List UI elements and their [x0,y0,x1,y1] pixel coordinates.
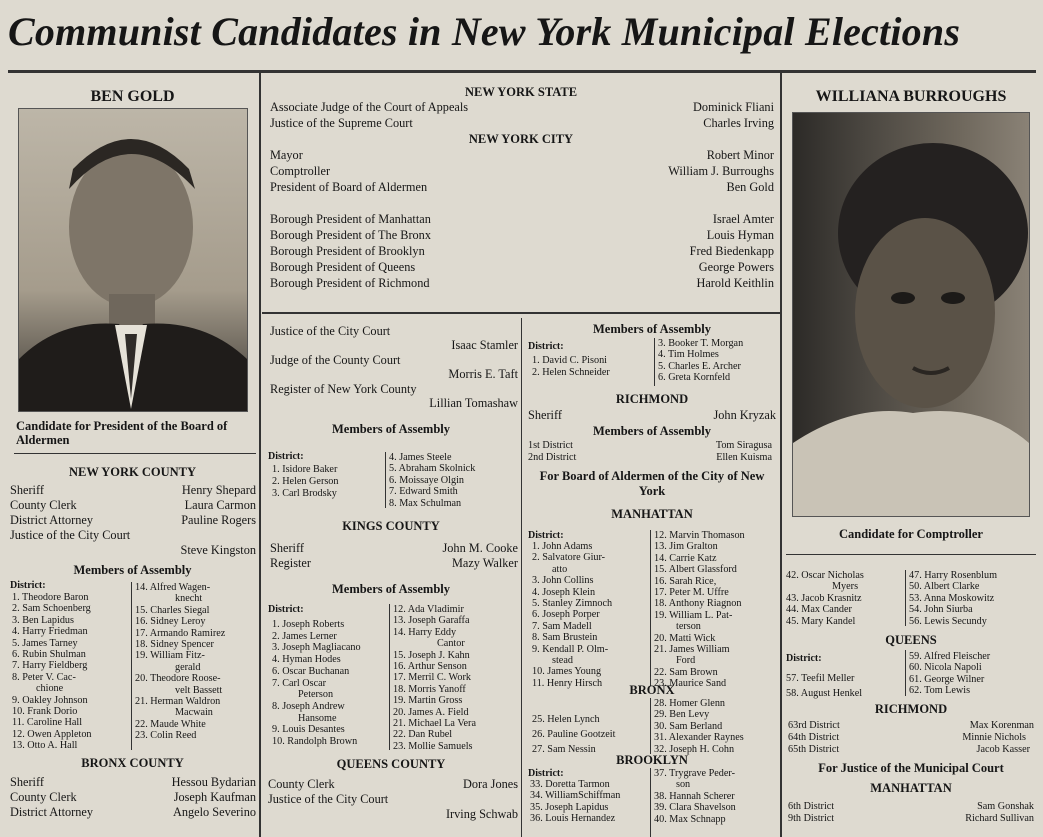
right-divider [780,72,782,837]
kings-county-title: KINGS COUNTY [342,519,440,533]
list-item: County Clerk Laura Carmon [10,498,256,512]
queens-col2: 59. Alfred Fleischer 60. Nicola Napoli 61. George Wilner 62. Tom Lewis [909,651,991,697]
center-hrule [262,312,780,314]
aldermen-title: For Board of Aldermen of the City of New York [539,469,765,498]
list-item: Judge of the County Court [270,353,401,367]
nyc-title: NEW YORK CITY [468,132,574,146]
bronx-col2: 28. Homer Glenn 29. Ben Levy 30. Sam Berland 31. Alexander Raynes 32. Joseph H. Cohn [654,698,744,755]
bx-assembly-title: Members of Assembly [331,422,451,436]
list-item: Justice of the City Court [270,324,391,338]
list-item: Sheriff Hessou Bydarian [10,775,256,789]
list-item: Sheriff John M. Cooke [270,541,518,555]
mid-assembly-col1: 1. David C. Pisoni 2. Helen Schneider [532,355,610,378]
list-item: President of Board of Aldermen Ben Gold [270,180,774,194]
district-label: District: [10,580,46,591]
list-item: County Clerk Joseph Kaufman [10,790,256,804]
right-rule [786,554,1036,555]
mid-assembly-col2: 3. Booker T. Morgan 4. Tim Holmes 5. Charles E. Archer 6. Greta Kornfeld [658,338,744,384]
municipal-title: For Justice of the Municipal Court [818,761,1004,775]
list-item: Register of New York County [270,382,417,396]
left-name: BEN GOLD [90,88,175,105]
rich-assembly-title: Members of Assembly [592,424,712,438]
bronx-county-title: BRONX COUNTY [81,756,184,770]
list-item: Borough President of Brooklyn Fred Biedenkapp [270,244,774,258]
assembly-divider [389,604,390,750]
district-label: District: [528,768,564,779]
list-item: District Attorney Angelo Severino [10,805,256,819]
aldermen-divider [650,530,651,686]
list-item: Borough President of The Bronx Louis Hyman [270,228,774,242]
brooklyn-col1: 33. Doretta Tarmon 34. WilliamSchiffman 35. Joseph Lapidus 36. Louis Hernandez [530,779,621,825]
list-item: District Attorney Pauline Rogers [10,513,256,527]
list-item: Associate Judge of the Court of Appeals Dominick Fliani [270,100,774,114]
nys-title: NEW YORK STATE [464,85,578,99]
list-item: 9th District Richard Sullivan [788,813,1034,824]
brooklyn-title: BROOKLYN [616,753,688,767]
queens-col1: 57. Teefil Meller 58. August Henkel [786,673,863,699]
kings-assembly-col2: 12. Ada Vladimir 13. Joseph Garaffa 14. Harry Eddy Cantor 15. Joseph J. Kahn 16. Arthur Senson 17. Merril C. Work 18. Morris Yanoff 19. Martin Gross 20. James A. Field 21. Michael La Vera 22. Dan Rubel 23. Mollie Samuels [393,604,476,752]
right-divider-small [905,570,906,626]
man-col1: 1. John Adams 2. Salvatore Giur- atto 3. John Collins 4. Joseph Klein 5. Stanley Zimnoch 6. Joseph Porper 7. Sam Madell 8. Sam Brustein 9. Kendall P. Olm- stead 10. James Young 11. Henry Hirsch [532,541,613,689]
mid-assembly-title: Members of Assembly [592,322,712,336]
assembly-divider [131,582,132,750]
left-rule [14,453,256,454]
queens-title: QUEENS [885,633,937,647]
district-label: District: [268,604,304,615]
district-label: District: [528,341,564,352]
right-caption: Candidate for Comptroller [839,527,983,541]
district-label: District: [786,653,822,664]
aldermen-divider [650,698,651,754]
list-item: Borough President of Queens George Powers [270,260,774,274]
bx-assembly-col2: 4. James Steele 5. Abraham Skolnick 6. Moissaye Olgin 7. Edward Smith 8. Max Schulman [389,452,476,509]
ben-gold-photo [18,108,248,412]
assembly-divider [385,452,386,508]
ny-assembly-col2: 14. Alfred Wagen- knecht 15. Charles Siegal 16. Sidney Leroy 17. Armando Ramirez 18. Sidney Spencer 19. William Fitz- gerald 20. Theodore Roose- velt Bassett 21. Herman Waldron Macwain 22. Maude White 23. Colin Reed [135,582,226,742]
center-divider [521,318,522,837]
right-name: WILLIANA BURROUGHS [815,88,1007,105]
manhattan-title: MANHATTAN [611,507,693,521]
queens-county-title: QUEENS COUNTY [336,757,446,771]
list-item: 64th District Minnie Nichols [788,732,1026,743]
list-item: Justice of the City Court [10,528,131,542]
list-item: Justice of the Supreme Court Charles Irving [270,116,774,130]
right-divider-small [905,650,906,696]
list-item: Borough President of Manhattan Israel Amter [270,212,774,226]
headline: Communist Candidates in New York Municipal Elections [8,9,961,54]
list-item: 2nd District Ellen Kuisma [528,452,772,463]
portrait-icon [19,109,247,411]
ny-county-title: NEW YORK COUNTY [68,465,197,479]
right-col2: 47. Harry Rosenblum 50. Albert Clarke 53. Anna Moskowitz 54. John Siurba 56. Lewis Secundy [909,570,997,627]
list-item: Isaac Stamler [451,338,518,352]
brooklyn-col2: 37. Trygrave Peder- son 38. Hannah Scherer 39. Clara Shavelson 40. Max Schnapp [654,768,736,825]
list-item: 63rd District Max Korenman [788,720,1034,731]
kings-assembly-title: Members of Assembly [331,582,451,596]
williana-burroughs-photo [792,112,1030,517]
bronx-col1: 25. Helen Lynch 26. Pauline Gootzeit 27. Sam Nessin [532,714,616,755]
list-item: County Clerk Dora Jones [268,777,518,791]
aldermen-divider [650,768,651,837]
list-item: Lillian Tomashaw [429,396,518,410]
manhattan-title-right: MANHATTAN [870,781,952,795]
left-caption: Candidate for President of the Board of Aldermen [16,419,228,447]
left-divider [259,72,261,837]
list-item: Sheriff Henry Shepard [10,483,256,497]
list-item: Mayor Robert Minor [270,148,774,162]
district-label: District: [528,530,564,541]
kings-assembly-col1: 1. Joseph Roberts 2. James Lerner 3. Joseph Magliacano 4. Hyman Hodes 6. Oscar Buchanan 7. Carl Oscar Peterson 8. Joseph Andrew Hansome 9. Louis Desantes 10. Randolph Brown [272,619,361,748]
list-item: 1st District Tom Siragusa [528,440,772,451]
richmond-title: RICHMOND [615,392,689,406]
portrait-icon [793,113,1029,516]
list-item: Justice of the City Court [268,792,389,806]
bx-assembly-col1: 1. Isidore Baker 2. Helen Gerson 3. Carl Brodsky [272,464,339,499]
right-col1: 42. Oscar Nicholas Myers 43. Jacob Krasnitz 44. Max Cander 45. Mary Kandel [786,570,864,627]
ny-assembly-title: Members of Assembly [73,563,192,577]
man-col2: 12. Marvin Thomason 13. Jim Gralton 14. Carrie Katz 15. Albert Glassford 16. Sarah Rice, 17. Peter M. Uffre 18. Anthony Riagnon 19. William L. Pat- terson 20. Matti Wick 21. James William Ford 22. Sam Brown 23. Maurice Sand [654,530,745,690]
top-rule [8,70,1036,73]
list-item: Register Mazy Walker [270,556,518,570]
list-item: 65th District Jacob Kasser [788,744,1030,755]
list-item: 6th District Sam Gonshak [788,801,1034,812]
list-item: Comptroller William J. Burroughs [270,164,774,178]
list-item: Morris E. Taft [448,367,518,381]
list-item: Sheriff John Kryzak [528,408,776,422]
district-label: District: [268,451,304,462]
richmond-title-right: RICHMOND [874,702,948,716]
list-item: Borough President of Richmond Harold Keithlin [270,276,774,290]
list-item: Irving Schwab [445,807,518,821]
assembly-divider [654,338,655,386]
bronx-title: BRONX [629,683,675,697]
list-item: Steve Kingston [180,543,256,557]
ny-assembly-col1: 1. Theodore Baron 2. Sam Schoenberg 3. Ben Lapidus 4. Harry Friedman 5. James Tarney 6. Rubin Shulman 7. Harry Fieldberg 8. Peter V. Cac- chione 9. Oakley Johnson 10. Frank Dorio 11. Caroline Hall 12. Owen Appleton 13. Otto A. Hall [12,592,92,752]
